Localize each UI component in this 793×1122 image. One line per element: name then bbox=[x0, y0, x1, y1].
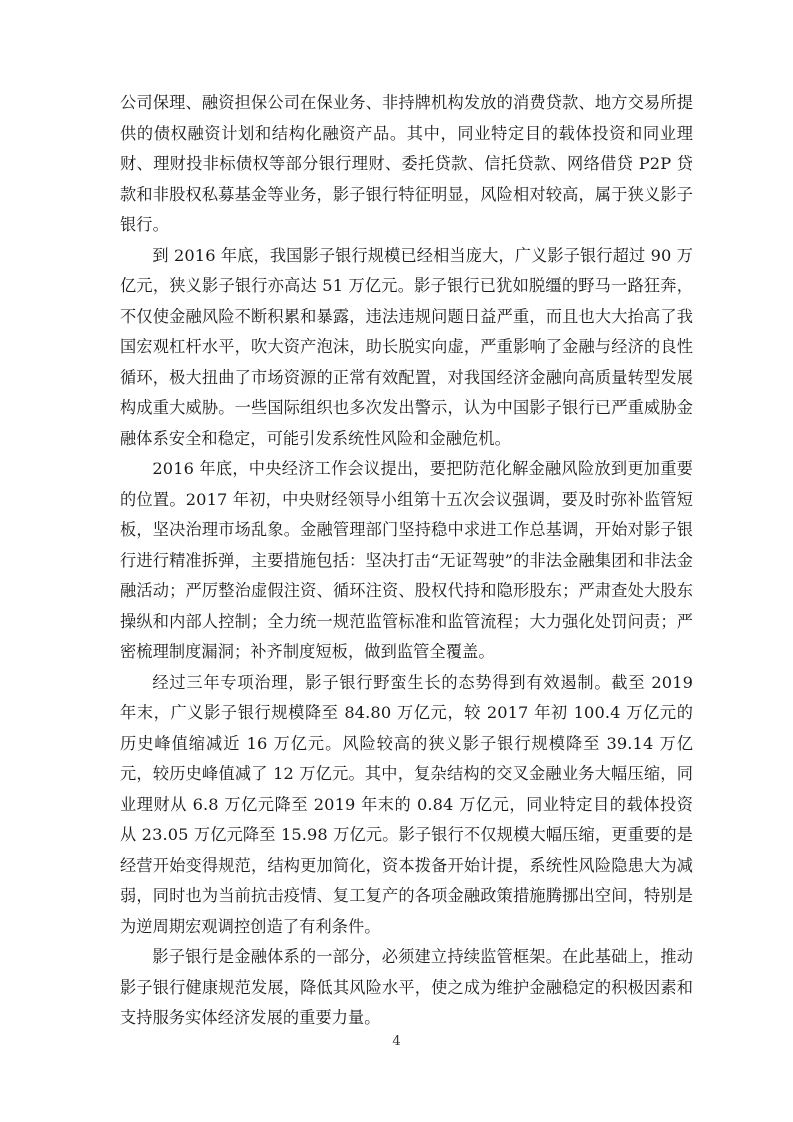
document-body bbox=[120, 88, 693, 1034]
page-number: 4 bbox=[392, 1034, 401, 1049]
paragraph-shadow-banking-scale: 到 2016 年底，我国影子银行规模已经相当庞大，广义影子银行超过 90 万亿元，狭义影子银行亦高达 51 万亿元。影子银行已犹如脱缰的野马一路狂奔，不仅使金融风险不断积累和暴露，违法违规问题日益严重，而且也大大抬高了我国宏观杠杆水平，吹大资产泡沫，助长脱实向虚，严重影响了金融与经济的良性循环，极大扭曲了市场资源的正常有效配置，对我国经济金融向高质量转型发展构成重大威胁。一些国际组织也多次发出警示，认为中国影子银行已严重威胁金融体系安全和稳定，可能引发系统性风险和金融危机。 bbox=[120, 245, 693, 448]
paragraph-conclusion: 影子银行是金融体系的一部分，必须建立持续监管框架。在此基础上，推动影子银行健康规范发展，降低其风险水平，使之成为维护金融稳定的积极因素和支持服务实体经济发展的重要力量。 bbox=[120, 947, 693, 1027]
paragraph-regulatory-measures: 2016 年底，中央经济工作会议提出，要把防范化解金融风险放到更加重要的位置。2017 年初，中央财经领导小组第十五次会议强调，要及时弥补监管短板，坚决治理市场乱象。金融管理部门坚持稳中求进工作总基调，开始对影子银行进行精准拆弹，主要措施包括：坚决打击“无证驾驶”的非法金融集团和非法金融活动；严厉整治虚假注资、循环注资、股权代持和隐形股东；严肃查处大股东操纵和内部人控制；全力统一规范监管标准和监管流程；大力强化处罚问责；严密梳理制度漏洞；补齐制度短板，做到监管全覆盖。 bbox=[120, 459, 693, 661]
paragraph-governance-results: 经过三年专项治理，影子银行野蛮生长的态势得到有效遏制。截至 2019 年末，广义影子银行规模降至 84.80 万亿元，较 2017 年初 100.4 万亿元的历史峰值缩减近 16 万亿元。风险较高的狭义影子银行规模降至 39.14 万亿元，较历史峰值减了 12 万亿元。其中，复杂结构的交叉金融业务大幅压缩，同业理财从 6.8 万亿元降至 2019 年末的 0.84 万亿元，同业特定目的载体投资从 23.05 万亿元降至 15.98 万亿元。影子银行不仅规模大幅压缩，更重要的是经营开始变得规范，结构更加简化，资本拨备开始计提，系统性风险隐患大为减弱，同时也为当前抗击疫情、复工复产的各项金融政策措施腾挪出空间，特别是为逆周期宏观调控创造了有利条件。 bbox=[120, 672, 693, 936]
paragraph-continued: 公司保理、融资担保公司在保业务、非持牌机构发放的消费贷款、地方交易所提供的债权融资计划和结构化融资产品。其中，同业特定目的载体投资和同业理财、理财投非标债权等部分银行理财、委托贷款、信托贷款、网络借贷 P2P 贷款和非股权私募基金等业务，影子银行特征明显，风险相对较高，属于狭义影子银行。 bbox=[120, 93, 693, 234]
